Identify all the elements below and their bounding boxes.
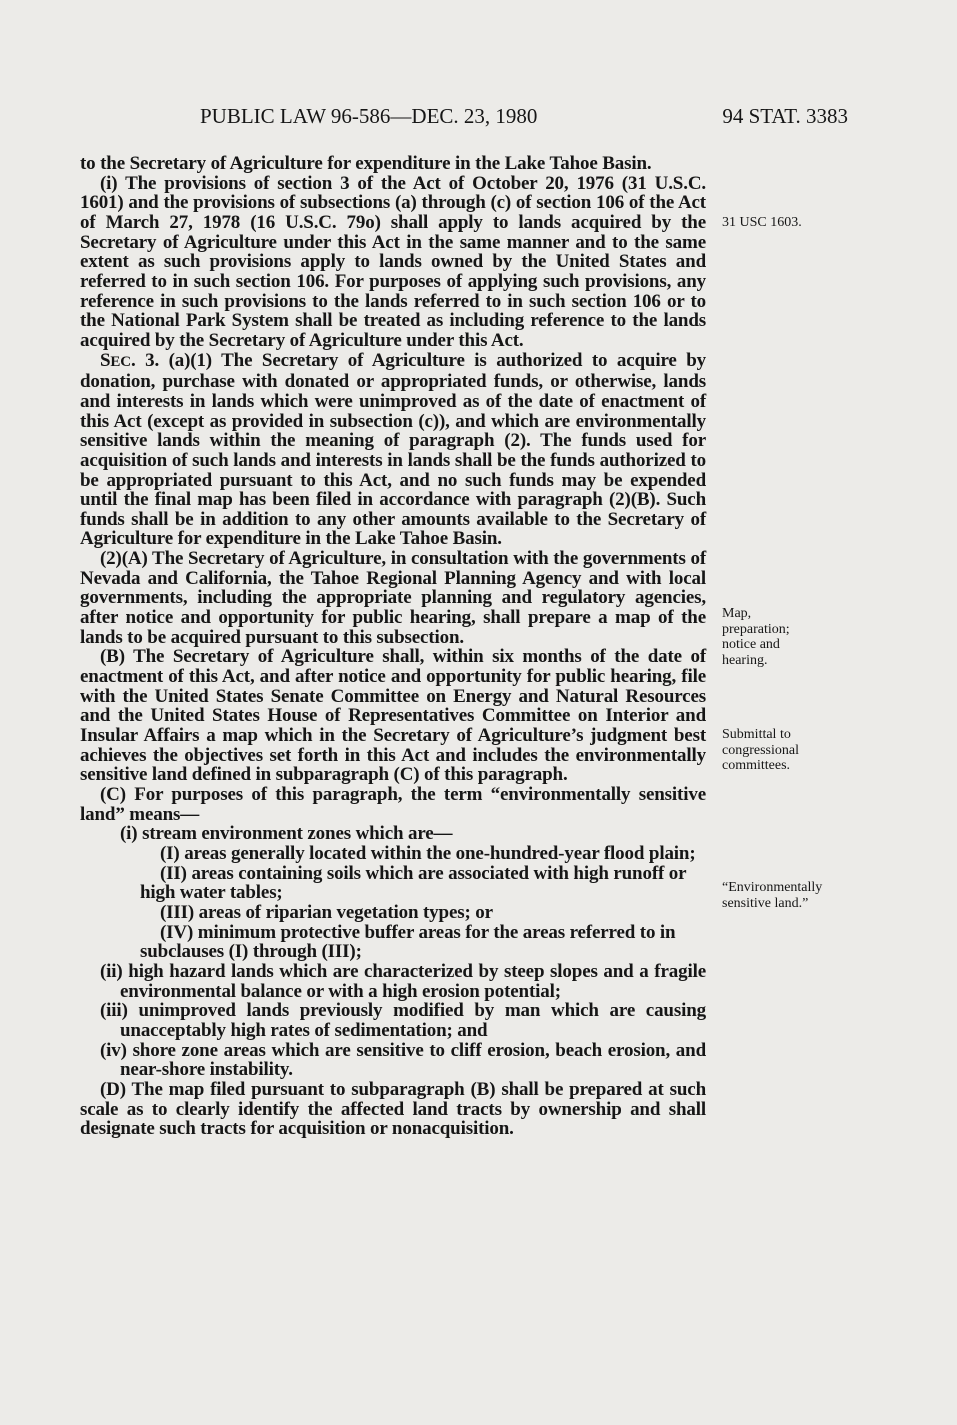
subclause-I: (I) areas generally located within the one-hundred-year flood plain; <box>160 842 696 864</box>
paragraph-2-a: (2)(A) The Secretary of Agriculture, in consultation with the governments of Nevada and California, the Tahoe Regional Planning Agency and with local governments, including the appropriate planning and regulatory agencies, after notice and opportunity for public hearing, shall prepare a map of the lands to be acquired pursuant to this subsection. <box>80 548 706 648</box>
subclause-III: (III) areas of riparian vegetation types; or <box>160 901 493 923</box>
sec-3-text: . 3. (a)(1) The Secretary of Agriculture is authorized to acquire by donation, purchase with donated or appropriated funds, or otherwise, lands and interests in lands which were unimproved as of the date of enactment of this Act (except as provided in subsection (c)), and which are environmentally sensitive lands within the meaning of paragraph (2). The funds used for acquisition of such lands and interests in lands shall be the funds authorized to be appropriated pursuant to this Act, and no such funds may be expended until the final map has been filed in accordance with paragraph (2)(B). Such funds shall be in addition to any other amounts available to the Secretary of Agriculture for expenditure in the Lake Tahoe Basin. <box>80 349 706 550</box>
clause-iv: (iv) shore zone areas which are sensitive to cliff erosion, beach erosion, and near-shore instability. <box>100 1039 706 1081</box>
paragraph-continuation: to the Secretary of Agriculture for expenditure in the Lake Tahoe Basin. <box>80 153 652 174</box>
margin-note-definition: “Environmentally sensitive land.” <box>722 880 823 911</box>
margin-note-submittal: Submittal to congressional committees. <box>722 727 799 773</box>
paragraph-2-d: (D) The map filed pursuant to subparagraph (B) shall be prepared at such scale as to clearly identify the affected land tracts by ownership and shall designate such tracts for acquisition or nonacquisition. <box>80 1078 706 1140</box>
subclause-II: (II) areas containing soils which are associated with high runoff or high water tables; <box>140 862 687 904</box>
body-text <box>80 154 706 1139</box>
paragraph-i: (i) The provisions of section 3 of the Act of October 20, 1976 (31 U.S.C. 1601) and the provisions of subsections (a) through (c) of section 106 of the Act of March 27, 1978 (16 U.S.C. 79o) shall apply to lands acquired by the Secretary of Agriculture under this Act in the same manner and to the same extent as such provisions apply to lands owned by the United States and referred to in such section 106. For purposes of applying such provisions, any reference in such provisions to the lands referred to in such section 106 or to the National Park System shall be treated as including reference to the lands acquired by the Secretary of Agriculture under this Act. <box>80 172 706 351</box>
clause-iii: (iii) unimproved lands previously modified by man which are causing unacceptably high rates of sedimentation; and <box>100 1000 706 1041</box>
subclause-IV: (IV) minimum protective buffer areas for the areas referred to in subclauses (I) through (III); <box>140 921 676 963</box>
law-title: PUBLIC LAW 96-586—DEC. 23, 1980 <box>200 104 538 128</box>
margin-note-usc: 31 USC 1603. <box>722 215 802 230</box>
clause-ii: (ii) high hazard lands which are characterized by steep slopes and a fragile environmental balance or with a high erosion potential; <box>100 960 706 1002</box>
margin-note-map: Map, preparation; notice and hearing. <box>722 606 790 668</box>
sec-lead-smallcaps: EC <box>110 353 131 370</box>
page-header <box>80 104 848 134</box>
paragraph-2-b: (B) The Secretary of Agriculture shall, within six months of the date of enactment of this Act, and after notice and opportunity for public hearing, file with the United States Senate Committee on Energy and Natural Resources and the United States House of Representatives Committee on Interior and Insular Affairs a map which in the Secretary of Agriculture’s judgment best achieves the objectives set forth in this Act and includes the environmentally sensitive land defined in subparagraph (C) of this paragraph. <box>80 646 706 786</box>
paragraph-2-c: (C) For purposes of this paragraph, the term “environmentally sensitive land” means— <box>80 784 706 825</box>
sec-lead-letter: S <box>100 349 111 371</box>
stat-page-number: 94 STAT. 3383 <box>722 104 848 128</box>
clause-i: (i) stream environment zones which are— <box>120 823 453 845</box>
paragraph-sec-3-a-1 <box>80 351 706 550</box>
